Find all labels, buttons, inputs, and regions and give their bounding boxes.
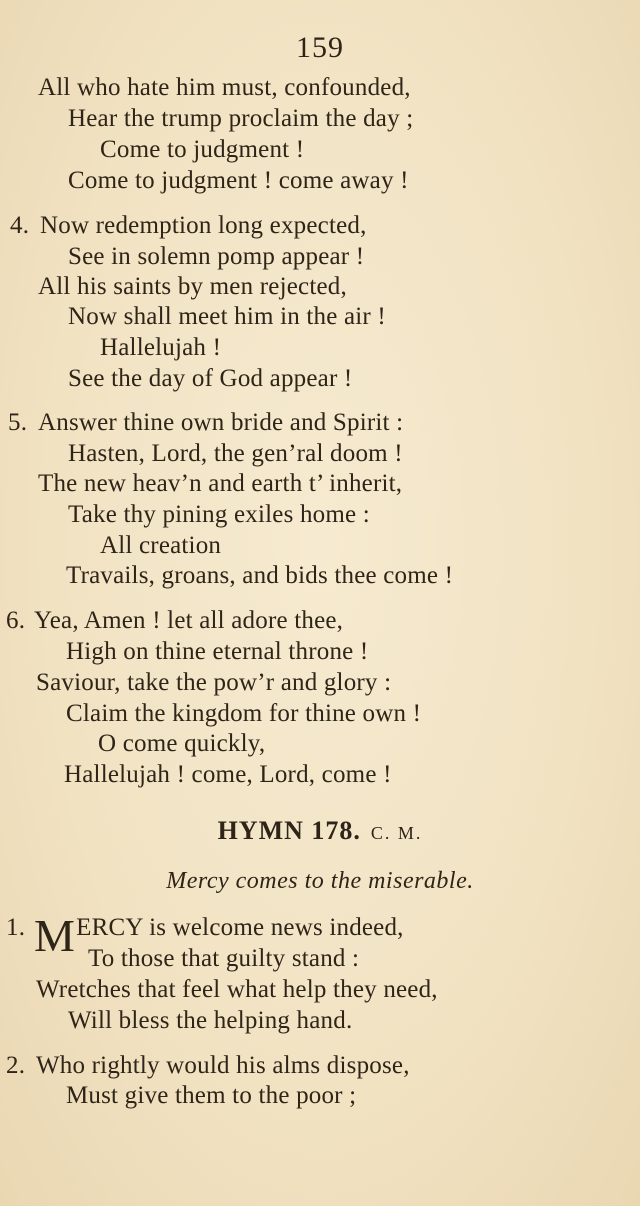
- verse-line: See the day of God appear !: [68, 365, 353, 392]
- verse-line: All who hate him must, confounded,: [38, 74, 411, 101]
- verse-line: Yea, Amen ! let all adore thee,: [34, 607, 344, 634]
- hymn-meter: C. M.: [370, 823, 423, 843]
- verse-line: Come to judgment ! come away !: [68, 167, 409, 194]
- verse-line: To those that guilty stand :: [88, 945, 360, 972]
- verse-line: Wretches that feel what help they need,: [36, 976, 438, 1003]
- verse-line: Hasten, Lord, the gen’ral doom !: [68, 440, 403, 467]
- verse-line: O come quickly,: [98, 730, 266, 757]
- hymn-number: HYMN 178.: [217, 816, 361, 845]
- verse-line: All creation: [100, 532, 222, 559]
- verse-line: Must give them to the poor ;: [66, 1082, 357, 1109]
- verse-line: The new heav’n and earth t’ inherit,: [38, 470, 403, 497]
- verse-line: High on thine eternal throne !: [66, 638, 369, 665]
- verse-line-rest: ERCY is welcome news indeed,: [76, 914, 404, 941]
- verse-line: Claim the kingdom for thine own !: [66, 700, 422, 727]
- verse-line: Come to judgment !: [100, 136, 305, 163]
- stanza-number: 1.: [6, 914, 26, 941]
- verse-line: Take thy pining exiles home :: [68, 501, 370, 528]
- verse-line: Travails, groans, and bids thee come !: [66, 562, 454, 589]
- verse-line: Hear the trump proclaim the day ;: [68, 105, 414, 132]
- page-number: 159: [296, 31, 344, 64]
- stanza-number: 4.: [10, 212, 30, 239]
- hymn-subtitle: Mercy comes to the miserable.: [166, 868, 474, 894]
- verse-line: All his saints by men rejected,: [38, 273, 347, 300]
- drop-cap: M: [34, 910, 76, 961]
- verse-line: Answer thine own bride and Spirit :: [38, 409, 404, 436]
- verse-line: Will bless the helping hand.: [68, 1007, 353, 1034]
- verse-line: Now redemption long expected,: [40, 212, 367, 239]
- verse-line: Who rightly would his alms dispose,: [36, 1052, 410, 1079]
- verse-line: Now shall meet him in the air !: [68, 303, 386, 330]
- hymn-title: [0, 816, 640, 846]
- verse-line: Hallelujah ! come, Lord, come !: [64, 761, 392, 788]
- stanza-number: 6.: [6, 607, 26, 634]
- verse-line: Hallelujah !: [100, 334, 222, 361]
- stanza-number: 5.: [8, 409, 28, 436]
- verse-line: See in solemn pomp appear !: [68, 243, 365, 270]
- stanza-number: 2.: [6, 1052, 26, 1079]
- verse-line: Saviour, take the pow’r and glory :: [36, 669, 392, 696]
